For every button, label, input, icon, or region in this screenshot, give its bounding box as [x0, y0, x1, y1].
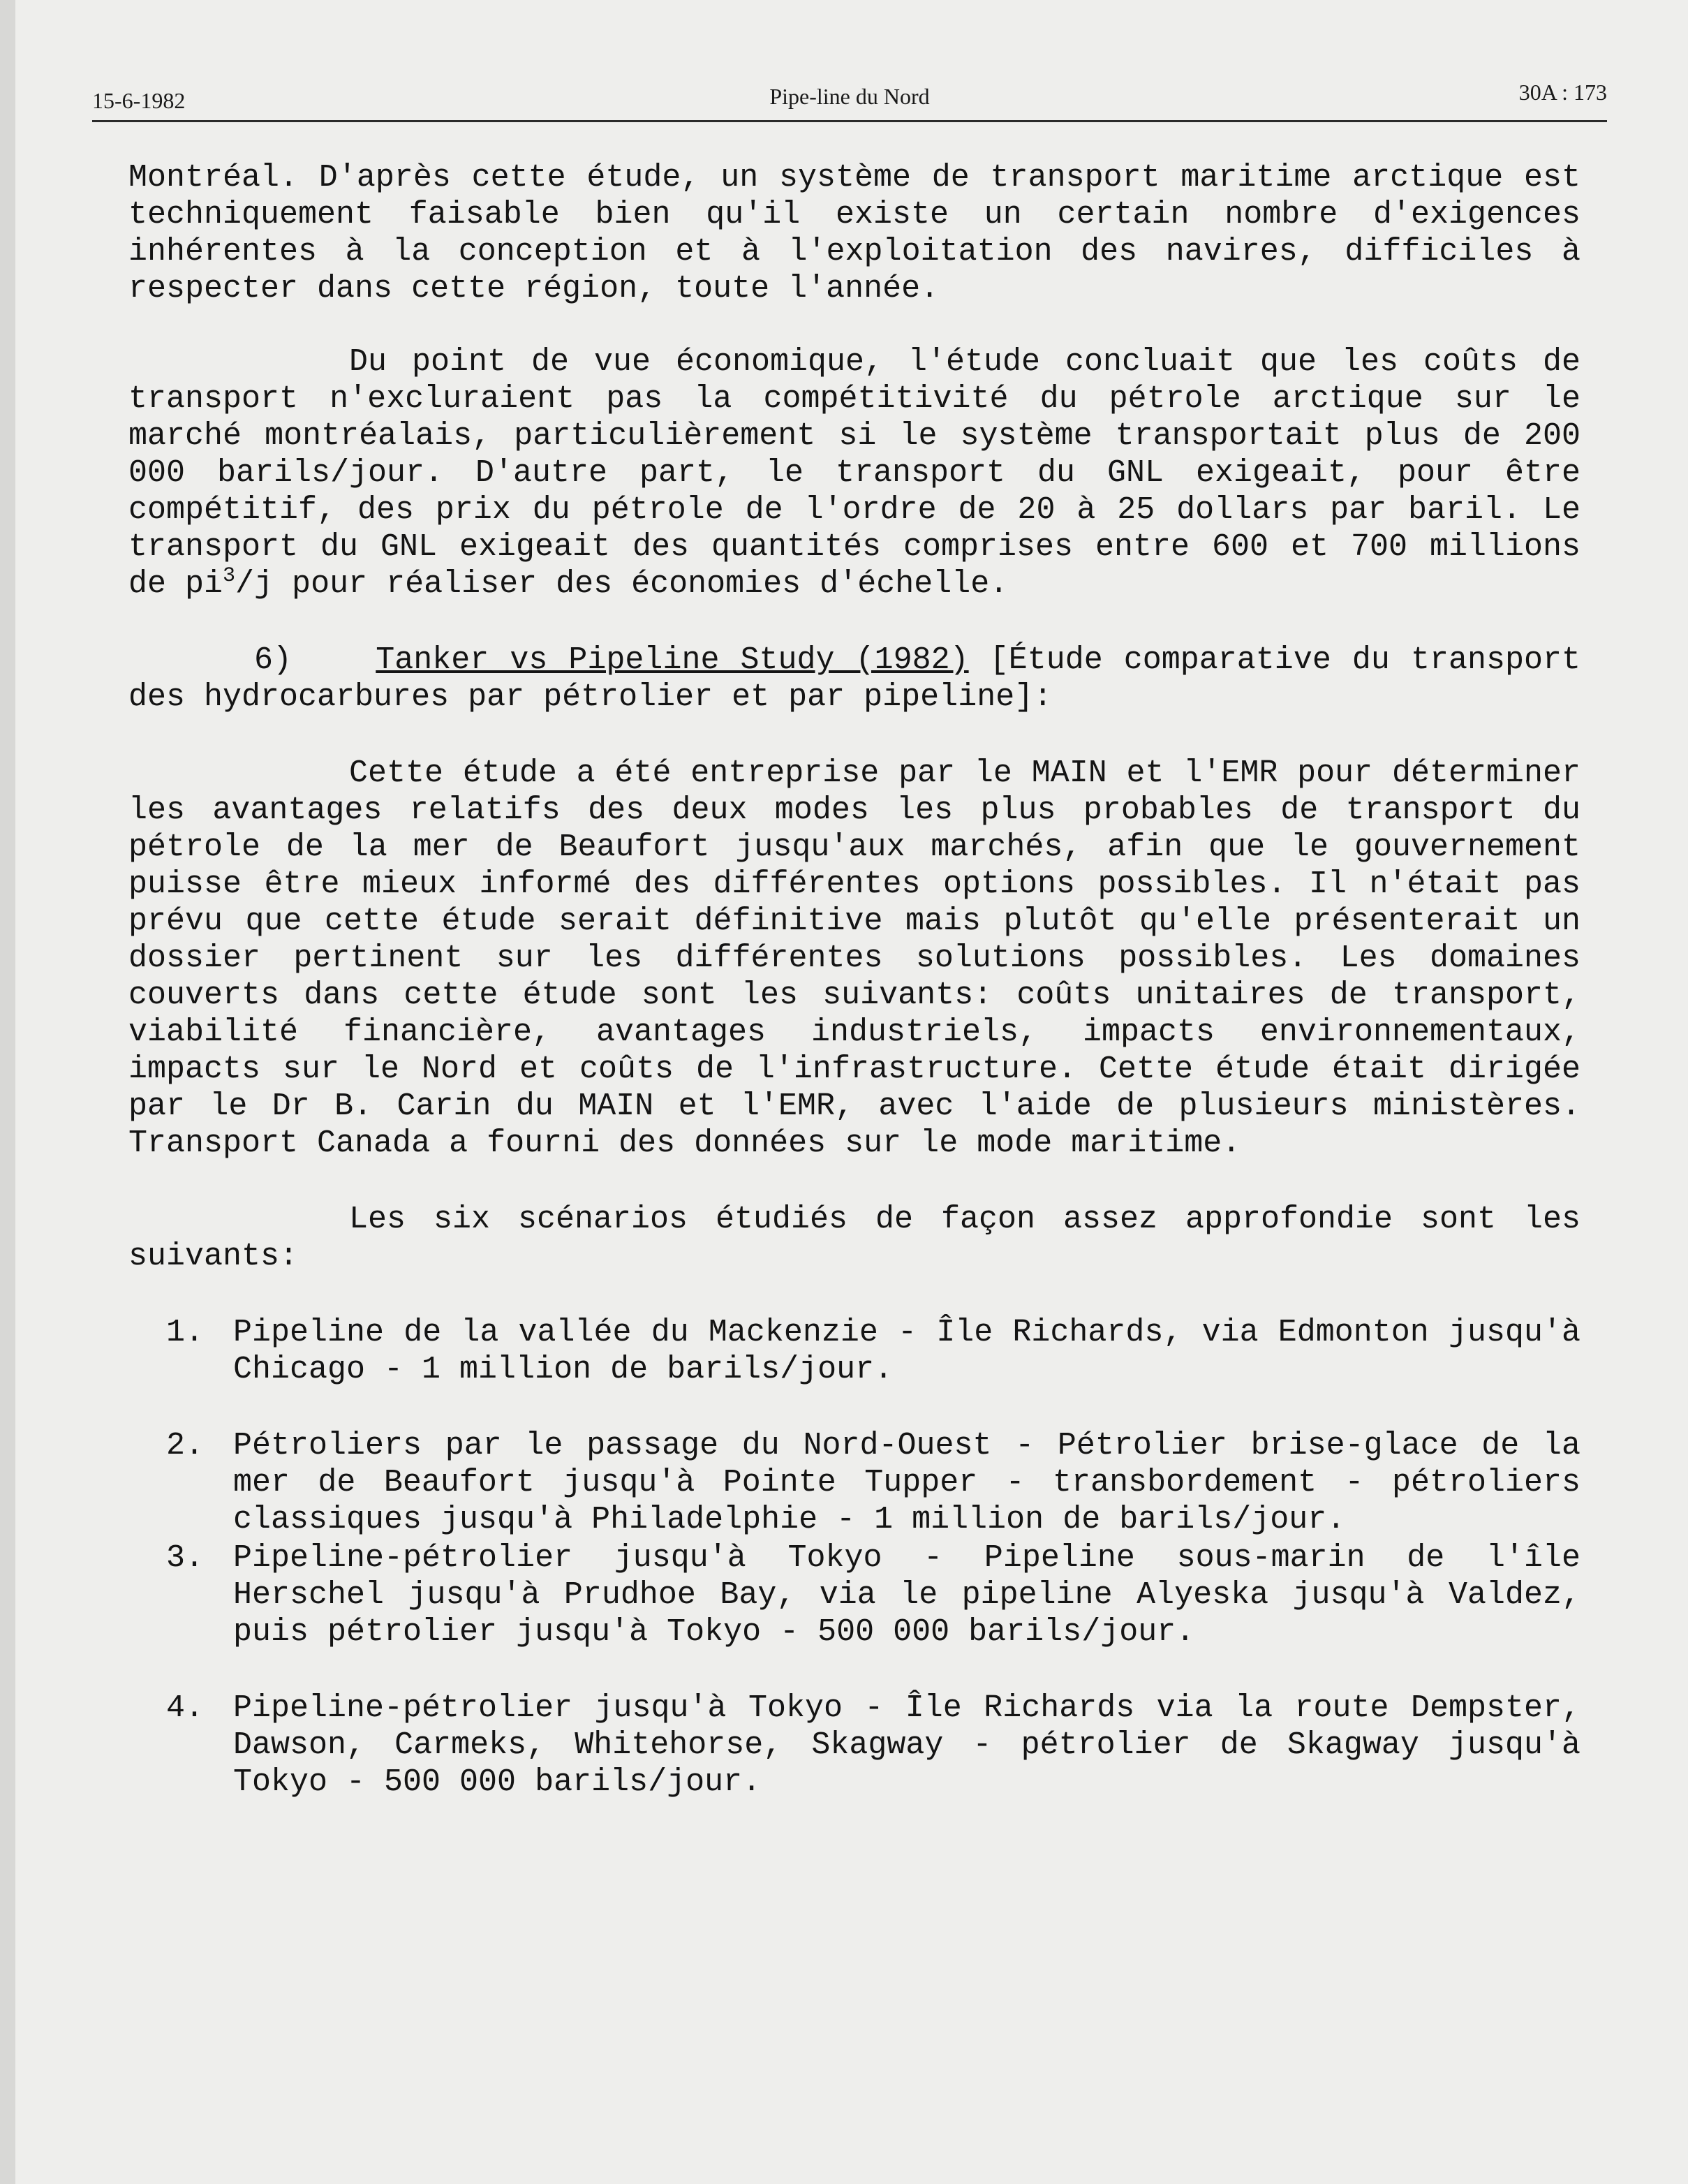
list-item-text: Pipeline-pétrolier jusqu'à Tokyo - Pipeline sous-marin de l'île Herschel jusqu'à Prudhoe Bay, via le pipeline Alyeska jusqu'à Valdez, puis pétrolier jusqu'à Tokyo - 500 000 barils/jour.	[233, 1540, 1580, 1650]
list-item	[128, 1690, 1580, 1801]
header-page-ref: 30A : 173	[1518, 80, 1607, 105]
paragraph-3-heading	[128, 642, 1580, 716]
list-item-text: Pipeline-pétrolier jusqu'à Tokyo - Île Richards via la route Dempster, Dawson, Carmeks, Whitehorse, Skagway - pétrolier de Skagway jusqu'à Tokyo - 500 000 barils/jour.	[233, 1690, 1580, 1800]
paragraph-2-end: /j pour réaliser des économies d'échelle.	[235, 566, 1009, 602]
list-item-number: 4.	[166, 1690, 205, 1726]
page-header	[92, 78, 1607, 122]
list-item-number: 2.	[166, 1428, 205, 1463]
study-title-translation: [Étude comparative du transport des hydrocarbures par pétrolier et par pipeline]:	[128, 642, 1580, 715]
list-item-number: 1.	[166, 1315, 205, 1350]
document-page	[15, 0, 1688, 2184]
paragraph-2	[128, 344, 1580, 603]
header-title: Pipe-line du Nord	[769, 84, 930, 109]
paragraph-4: Cette étude a été entreprise par le MAIN et l'EMR pour déterminer les avantages relatifs des deux modes les plus probables de transport du pétrole de la mer de Beaufort jusqu'aux marchés, afin que le gouvernement puisse être mieux informé des différentes options possibles. Il n'était pas prévu que cette étude serait définitive mais plutôt qu'elle présenterait un dossier pertinent sur les différentes solutions possibles. Les domaines couverts dans cette étude sont les suivants: coûts unitaires de transport, viabilité financière, avantages industriels, impacts environnementaux, impacts sur le Nord et coûts de l'infrastructure. Cette étude était dirigée par le Dr B. Carin du MAIN et l'EMR, avec l'aide de plusieurs ministères. Transport Canada a fourni des données sur le mode maritime.	[128, 755, 1580, 1161]
list-item	[128, 1540, 1580, 1651]
section-number: 6)	[254, 642, 293, 678]
study-title: Tanker vs Pipeline Study (1982)	[376, 642, 969, 678]
paragraph-5: Les six scénarios étudiés de façon assez approfondie sont les suivants:	[128, 1202, 1580, 1274]
paragraph-2-text: Du point de vue économique, l'étude concluait que les coûts de transport n'excluraient pas la compétitivité du pétrole arctique sur le marché montréalais, particulièrement si le système transportait plus de 200 000 barils/jour. D'autre part, le transport du GNL exigeait, pour être compétitif, des prix du pétrole de l'ordre de 20 à 25 dollars par baril. Le transport du GNL exigeait des quantités comprises entre 600 et 700 millions de pi	[128, 344, 1580, 602]
paragraph-1: Montréal. D'après cette étude, un système de transport maritime arctique est techniquement faisable bien qu'il existe un certain nombre d'exigences inhérentes à la conception et à l'exploitation des navires, difficiles à respecter dans cette région, toute l'année.	[128, 160, 1580, 307]
list-item-number: 3.	[166, 1540, 205, 1576]
list-item-text: Pipeline de la vallée du Mackenzie - Île Richards, via Edmonton jusqu'à Chicago - 1 million de barils/jour.	[233, 1315, 1580, 1387]
document-body	[128, 159, 1580, 1840]
header-date: 15-6-1982	[92, 88, 186, 113]
list-item-text: Pétroliers par le passage du Nord-Ouest - Pétrolier brise-glace de la mer de Beaufort jusqu'à Pointe Tupper - transbordement - pétroliers classiques jusqu'à Philadelphie - 1 million de barils/jour.	[233, 1428, 1580, 1537]
list-item	[128, 1314, 1580, 1388]
superscript-3: 3	[223, 564, 236, 588]
list-item	[128, 1427, 1580, 1538]
